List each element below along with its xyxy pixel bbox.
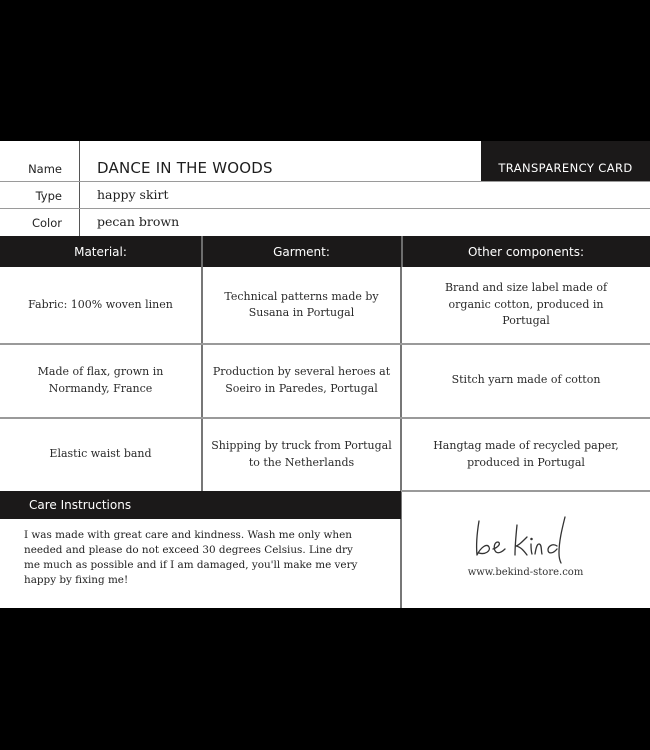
table-cell: Fabric: 100% woven linen — [28, 297, 173, 311]
table-cell: Production by several heroes at Soeiro in Paredes, Portugal — [212, 365, 391, 395]
column-header-other-components: Other components: — [467, 244, 585, 259]
care-instructions-text: I was made with great care and kindness. Wash me only when needed and please do not exceed 30 degrees Celsius. Line dry me much as possible and if I am damaged, you'll make me very happy by fixing me! — [24, 529, 358, 586]
table-cell: Made of flax, grown in Normandy, France — [37, 365, 164, 395]
table-cell: Shipping by truck from Portugal to the Netherlands — [211, 439, 392, 469]
product-color: pecan brown — [97, 214, 180, 229]
info-row-color — [0, 208, 650, 236]
transparency-card-badge: TRANSPARENCY CARD — [481, 141, 650, 181]
brand-url[interactable]: www.bekind-store.com — [467, 567, 584, 578]
product-name: DANCE IN THE WOODS — [97, 159, 273, 177]
brand-block — [401, 491, 650, 608]
column-header-material: Material: — [74, 244, 127, 259]
info-label: Color — [31, 216, 62, 230]
table-header — [0, 236, 650, 267]
table-cell: Brand and size label made of organic cotton, produced in Portugal — [444, 281, 608, 328]
be-kind-logo-icon — [473, 513, 577, 565]
product-type: happy skirt — [97, 187, 169, 202]
transparency-card — [0, 141, 650, 608]
table-cell: Technical patterns made by Susana in Portugal — [224, 289, 379, 319]
table-cell: Hangtag made of recycled paper, produced in Portugal — [433, 439, 619, 469]
info-row-name — [0, 141, 650, 182]
column-header-garment: Garment: — [273, 244, 330, 259]
info-row-type — [0, 181, 650, 209]
table-cell: Elastic waist band — [49, 447, 152, 461]
info-label: Name — [28, 162, 62, 176]
care-instructions-header: Care Instructions — [0, 491, 401, 519]
table-cell: Stitch yarn made of cotton — [451, 373, 601, 387]
info-label: Type — [35, 189, 62, 203]
